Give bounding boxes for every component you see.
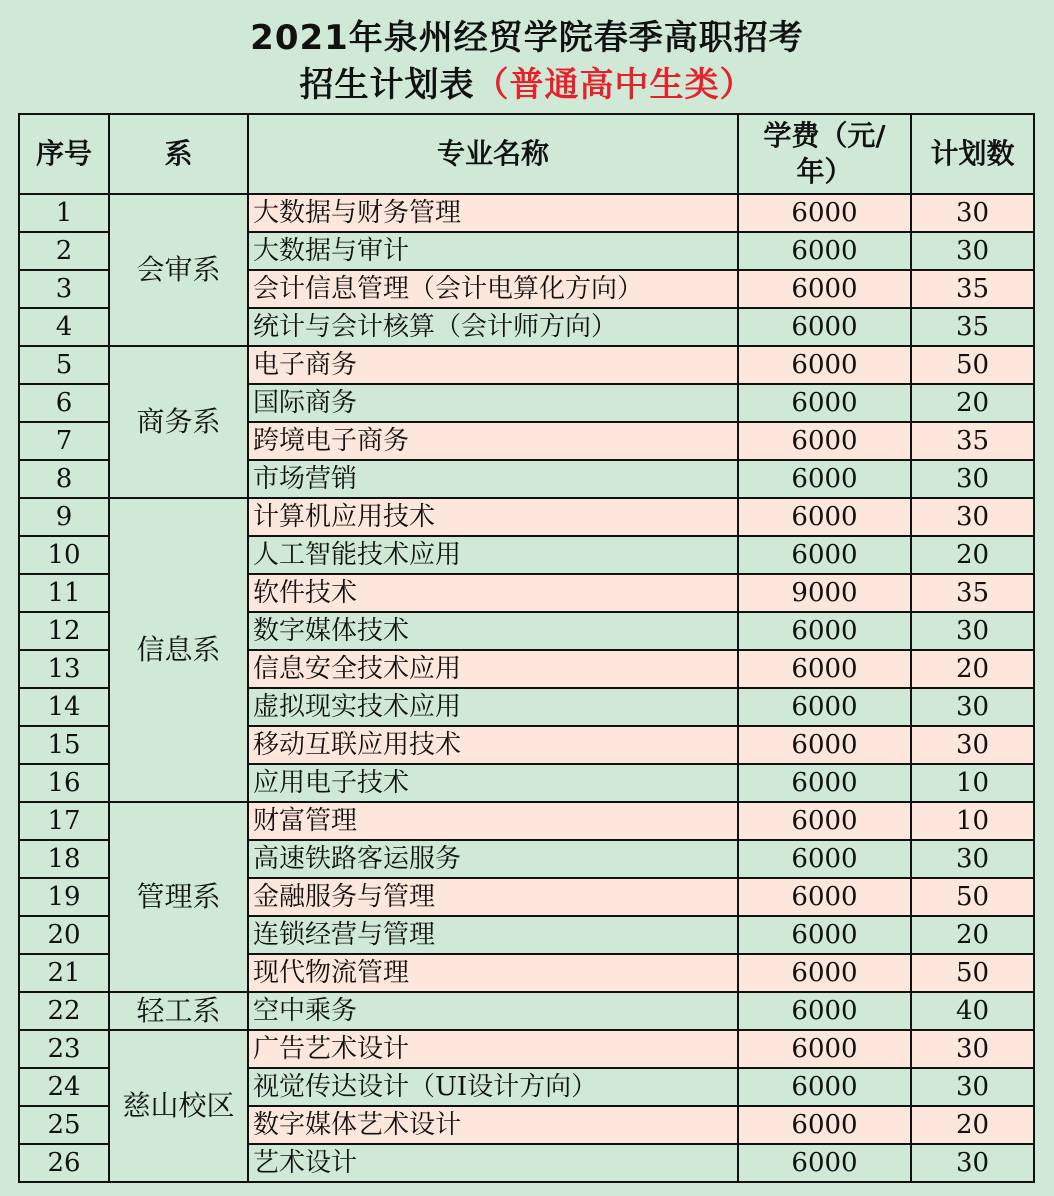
row-index: 10	[19, 536, 109, 574]
quota-value: 35	[911, 574, 1034, 612]
department-cell: 慈山校区	[109, 1030, 248, 1182]
major-name: 软件技术	[248, 574, 738, 612]
row-index: 5	[19, 346, 109, 384]
row-index: 25	[19, 1106, 109, 1144]
tuition-value: 6000	[738, 460, 911, 498]
tuition-value: 6000	[738, 232, 911, 270]
quota-value: 20	[911, 916, 1034, 954]
row-index: 20	[19, 916, 109, 954]
quota-value: 30	[911, 1144, 1034, 1182]
quota-value: 35	[911, 270, 1034, 308]
row-index: 13	[19, 650, 109, 688]
header-tuition-label: 学费（元/年）	[763, 119, 886, 188]
major-name: 视觉传达设计（UI设计方向）	[248, 1068, 738, 1106]
enrollment-plan-table	[18, 113, 1035, 1183]
row-index: 22	[19, 992, 109, 1030]
major-name: 计算机应用技术	[248, 498, 738, 536]
major-name: 连锁经营与管理	[248, 916, 738, 954]
table-row	[19, 1030, 1034, 1068]
document-title-line2	[0, 57, 1054, 106]
quota-value: 20	[911, 384, 1034, 422]
tuition-value: 6000	[738, 498, 911, 536]
major-name: 电子商务	[248, 346, 738, 384]
quota-value: 10	[911, 802, 1034, 840]
table-row	[19, 194, 1034, 232]
row-index: 9	[19, 498, 109, 536]
tuition-value: 6000	[738, 422, 911, 460]
row-index: 2	[19, 232, 109, 270]
major-name: 市场营销	[248, 460, 738, 498]
row-index: 7	[19, 422, 109, 460]
quota-value: 10	[911, 764, 1034, 802]
major-name: 人工智能技术应用	[248, 536, 738, 574]
tuition-value: 6000	[738, 194, 911, 232]
tuition-value: 6000	[738, 954, 911, 992]
tuition-value: 9000	[738, 574, 911, 612]
tuition-value: 6000	[738, 992, 911, 1030]
tuition-value: 6000	[738, 650, 911, 688]
tuition-value: 6000	[738, 612, 911, 650]
tuition-value: 6000	[738, 916, 911, 954]
row-index: 11	[19, 574, 109, 612]
tuition-value: 6000	[738, 308, 911, 346]
major-name: 财富管理	[248, 802, 738, 840]
major-name: 现代物流管理	[248, 954, 738, 992]
row-index: 24	[19, 1068, 109, 1106]
tuition-value: 6000	[738, 384, 911, 422]
row-index: 17	[19, 802, 109, 840]
quota-value: 50	[911, 346, 1034, 384]
tuition-value: 6000	[738, 1106, 911, 1144]
row-index: 21	[19, 954, 109, 992]
header-quota: 计划数	[911, 114, 1034, 194]
row-index: 3	[19, 270, 109, 308]
quota-value: 20	[911, 650, 1034, 688]
tuition-value: 6000	[738, 726, 911, 764]
quota-value: 30	[911, 1030, 1034, 1068]
tuition-value: 6000	[738, 1068, 911, 1106]
major-name: 广告艺术设计	[248, 1030, 738, 1068]
major-name: 会计信息管理（会计电算化方向）	[248, 270, 738, 308]
tuition-value: 6000	[738, 688, 911, 726]
quota-value: 50	[911, 878, 1034, 916]
document-title-line1: 2021年泉州经贸学院春季高职招考	[250, 18, 804, 58]
quota-value: 40	[911, 992, 1034, 1030]
department-cell: 轻工系	[109, 992, 248, 1030]
major-name: 数字媒体艺术设计	[248, 1106, 738, 1144]
major-name: 统计与会计核算（会计师方向）	[248, 308, 738, 346]
quota-value: 35	[911, 308, 1034, 346]
major-name: 空中乘务	[248, 992, 738, 1030]
major-name: 大数据与审计	[248, 232, 738, 270]
table-row	[19, 802, 1034, 840]
row-index: 19	[19, 878, 109, 916]
header-tuition	[738, 114, 911, 194]
quota-value: 30	[911, 726, 1034, 764]
major-name: 金融服务与管理	[248, 878, 738, 916]
major-name: 跨境电子商务	[248, 422, 738, 460]
title-main: 招生计划表	[299, 65, 475, 105]
tuition-value: 6000	[738, 764, 911, 802]
row-index: 1	[19, 194, 109, 232]
major-name: 应用电子技术	[248, 764, 738, 802]
department-cell: 商务系	[109, 346, 248, 498]
quota-value: 30	[911, 232, 1034, 270]
major-name: 虚拟现实技术应用	[248, 688, 738, 726]
tuition-value: 6000	[738, 1144, 911, 1182]
quota-value: 30	[911, 1068, 1034, 1106]
row-index: 23	[19, 1030, 109, 1068]
tuition-value: 6000	[738, 840, 911, 878]
table-header-row	[19, 114, 1034, 194]
major-name: 移动互联应用技术	[248, 726, 738, 764]
quota-value: 30	[911, 840, 1034, 878]
row-index: 8	[19, 460, 109, 498]
quota-value: 50	[911, 954, 1034, 992]
header-department: 系	[109, 114, 248, 194]
row-index: 16	[19, 764, 109, 802]
title-category: （普通高中生类）	[474, 65, 755, 105]
major-name: 信息安全技术应用	[248, 650, 738, 688]
table-row	[19, 346, 1034, 384]
row-index: 12	[19, 612, 109, 650]
quota-value: 20	[911, 536, 1034, 574]
tuition-value: 6000	[738, 270, 911, 308]
tuition-value: 6000	[738, 802, 911, 840]
quota-value: 30	[911, 612, 1034, 650]
header-index: 序号	[19, 114, 109, 194]
row-index: 18	[19, 840, 109, 878]
quota-value: 30	[911, 498, 1034, 536]
quota-value: 30	[911, 460, 1034, 498]
quota-value: 30	[911, 194, 1034, 232]
department-cell: 管理系	[109, 802, 248, 992]
tuition-value: 6000	[738, 878, 911, 916]
table-row	[19, 992, 1034, 1030]
major-name: 国际商务	[248, 384, 738, 422]
header-major: 专业名称	[248, 114, 738, 194]
row-index: 15	[19, 726, 109, 764]
department-cell: 会审系	[109, 194, 248, 346]
row-index: 4	[19, 308, 109, 346]
major-name: 数字媒体技术	[248, 612, 738, 650]
department-cell: 信息系	[109, 498, 248, 802]
row-index: 26	[19, 1144, 109, 1182]
quota-value: 35	[911, 422, 1034, 460]
tuition-value: 6000	[738, 536, 911, 574]
tuition-value: 6000	[738, 1030, 911, 1068]
row-index: 14	[19, 688, 109, 726]
quota-value: 20	[911, 1106, 1034, 1144]
major-name: 大数据与财务管理	[248, 194, 738, 232]
major-name: 高速铁路客运服务	[248, 840, 738, 878]
table-row	[19, 498, 1034, 536]
row-index: 6	[19, 384, 109, 422]
tuition-value: 6000	[738, 346, 911, 384]
major-name: 艺术设计	[248, 1144, 738, 1182]
quota-value: 30	[911, 688, 1034, 726]
